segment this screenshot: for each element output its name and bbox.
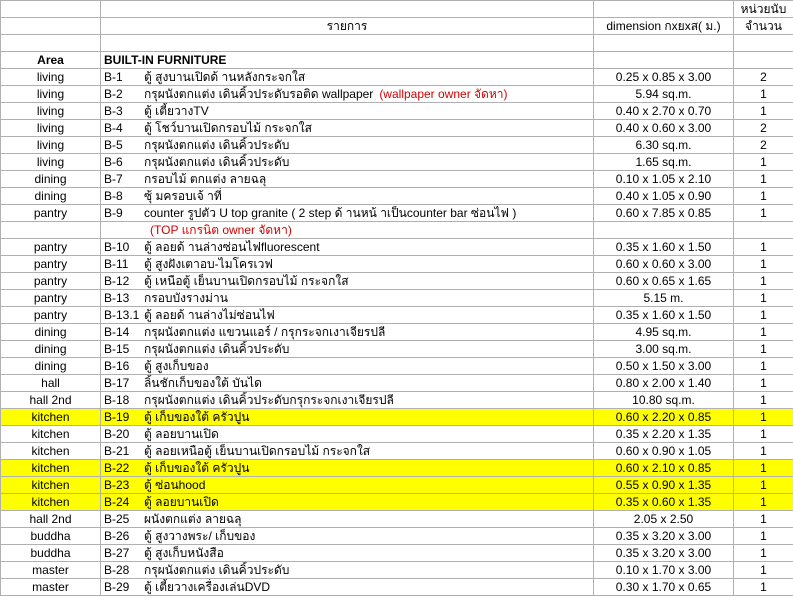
item-description: ตู้ ลอยด้ านล่างซ่อนไฟfluorescent xyxy=(144,240,320,254)
dimension-cell[interactable]: 0.40 x 0.60 x 3.00 xyxy=(594,120,734,137)
item-description: กรุผนังตกแต่ง เดินคิ้วประดับกรุกระจกเงาเจียรปลี xyxy=(144,393,394,407)
area-cell[interactable]: dining xyxy=(1,358,101,375)
item-description: กรุผนังตกแต่ง แขวนแอร์ / กรุกระจกเงาเจียรปลี xyxy=(144,325,386,339)
table-row xyxy=(1,239,793,256)
item-code: B-22 xyxy=(104,461,130,475)
dimension-cell[interactable]: 0.35 x 2.20 x 1.35 xyxy=(594,426,734,443)
quantity-cell[interactable]: 1 xyxy=(734,545,793,562)
section-row xyxy=(1,52,793,69)
item-cell[interactable] xyxy=(101,137,594,154)
item-code: B-18 xyxy=(104,393,130,407)
cell[interactable] xyxy=(734,35,793,52)
item-code: B-7 xyxy=(104,172,123,186)
dimension-cell[interactable]: 0.60 x 2.20 x 0.85 xyxy=(594,409,734,426)
cell[interactable] xyxy=(594,52,734,69)
area-cell[interactable]: living xyxy=(1,86,101,103)
area-cell[interactable]: master xyxy=(1,562,101,579)
area-cell[interactable]: pantry xyxy=(1,256,101,273)
item-description: ตู้ ลอยบานเปิด xyxy=(144,427,219,441)
quantity-cell[interactable]: 2 xyxy=(734,69,793,86)
item-cell[interactable] xyxy=(101,86,594,103)
dimension-cell[interactable]: 5.15 m. xyxy=(594,290,734,307)
dimension-cell[interactable]: 4.95 sq.m. xyxy=(594,324,734,341)
area-cell[interactable]: kitchen xyxy=(1,477,101,494)
table-row xyxy=(1,222,793,239)
item-code: B-24 xyxy=(104,495,130,509)
quantity-header[interactable]: จำนวน xyxy=(734,18,793,35)
item-code: B-11 xyxy=(104,257,129,271)
quantity-cell[interactable]: 1 xyxy=(734,273,793,290)
quantity-cell[interactable]: 1 xyxy=(734,579,793,596)
item-code: B-26 xyxy=(104,529,130,543)
item-description: กรุผนังตกแต่ง เดินคิ้วประดับ xyxy=(144,342,290,356)
item-code: B-28 xyxy=(104,563,130,577)
area-cell[interactable]: pantry xyxy=(1,307,101,324)
dimension-cell[interactable] xyxy=(594,222,734,239)
item-cell[interactable] xyxy=(101,103,594,120)
quantity-cell[interactable]: 1 xyxy=(734,511,793,528)
item-cell[interactable] xyxy=(101,205,594,222)
area-cell[interactable]: buddha xyxy=(1,528,101,545)
item-cell[interactable] xyxy=(101,273,594,290)
quantity-cell[interactable]: 2 xyxy=(734,137,793,154)
dimension-cell[interactable]: 0.25 x 0.85 x 3.00 xyxy=(594,69,734,86)
item-code: B-13.1 xyxy=(104,308,140,322)
dimension-cell[interactable]: 1.65 sq.m. xyxy=(594,154,734,171)
dimension-cell[interactable]: 0.40 x 1.05 x 0.90 xyxy=(594,188,734,205)
item-cell[interactable] xyxy=(101,239,594,256)
item-description: กรอบไม้ ตกแต่ง ลายฉลุ xyxy=(144,172,267,186)
item-cell[interactable] xyxy=(101,69,594,86)
item-code: B-10 xyxy=(104,240,130,254)
item-code: B-5 xyxy=(104,138,123,152)
item-cell[interactable] xyxy=(101,494,594,511)
quantity-cell[interactable]: 1 xyxy=(734,307,793,324)
item-code: B-23 xyxy=(104,478,130,492)
item-cell[interactable] xyxy=(101,154,594,171)
dimension-cell[interactable]: 0.80 x 2.00 x 1.40 xyxy=(594,375,734,392)
quantity-cell[interactable]: 1 xyxy=(734,239,793,256)
item-code: B-15 xyxy=(104,342,130,356)
item-description: กรุผนังตกแต่ง เดินคิ้วประดับรอติด wallpaper xyxy=(144,87,374,101)
item-cell[interactable] xyxy=(101,545,594,562)
quantity-cell[interactable]: 1 xyxy=(734,205,793,222)
area-cell[interactable]: dining xyxy=(1,171,101,188)
area-cell[interactable]: pantry xyxy=(1,290,101,307)
table-row xyxy=(1,545,793,562)
dimension-cell[interactable]: 0.50 x 1.50 x 3.00 xyxy=(594,358,734,375)
item-description: ตู้ เก็บของใต้ ครัวปูน xyxy=(144,410,250,424)
dimension-cell[interactable]: 0.10 x 1.70 x 3.00 xyxy=(594,562,734,579)
header-row-main xyxy=(1,18,793,35)
quantity-cell[interactable]: 1 xyxy=(734,341,793,358)
quantity-cell[interactable]: 1 xyxy=(734,426,793,443)
quantity-cell[interactable]: 1 xyxy=(734,188,793,205)
blank-row xyxy=(1,35,793,52)
area-cell[interactable]: kitchen xyxy=(1,460,101,477)
table-row xyxy=(1,188,793,205)
item-code: B-16 xyxy=(104,359,130,373)
header-row-top xyxy=(1,1,793,18)
table-row xyxy=(1,205,793,222)
item-code: B-20 xyxy=(104,427,130,441)
quantity-cell[interactable]: 2 xyxy=(734,120,793,137)
item-code: B-17 xyxy=(104,376,130,390)
item-description: ตู้ ลอยเหนือตู้ เย็นบานเปิดกรอบไม้ กระจกใส xyxy=(144,444,371,458)
item-description: ตู้ เก็บของใต้ ครัวปูน xyxy=(144,461,250,475)
dimension-cell[interactable]: 0.35 x 1.60 x 1.50 xyxy=(594,307,734,324)
item-description: counter รูปตัว U top granite ( 2 step ด้ านหน้ าเป็นcounter bar ซ่อนไฟ ) xyxy=(144,206,517,220)
area-cell[interactable]: pantry xyxy=(1,205,101,222)
dimension-cell[interactable]: 0.40 x 2.70 x 0.70 xyxy=(594,103,734,120)
table-row xyxy=(1,511,793,528)
item-cell[interactable] xyxy=(101,477,594,494)
item-code: B-9 xyxy=(104,206,123,220)
item-description: กรุผนังตกแต่ง เดินคิ้วประดับ xyxy=(144,155,290,169)
quantity-cell[interactable]: 1 xyxy=(734,562,793,579)
dimension-cell[interactable]: 3.00 sq.m. xyxy=(594,341,734,358)
table-row xyxy=(1,120,793,137)
quantity-cell[interactable]: 1 xyxy=(734,290,793,307)
table-row xyxy=(1,460,793,477)
dimension-cell[interactable]: 0.35 x 1.60 x 1.50 xyxy=(594,239,734,256)
dimension-cell[interactable]: 0.60 x 7.85 x 0.85 xyxy=(594,205,734,222)
dimension-cell[interactable]: 0.60 x 0.90 x 1.05 xyxy=(594,443,734,460)
quantity-cell[interactable]: 1 xyxy=(734,494,793,511)
area-cell[interactable]: dining xyxy=(1,324,101,341)
cell[interactable] xyxy=(101,35,594,52)
item-description: ตู้ เหนือตู้ เย็นบานเปิดกรอบไม้ กระจกใส xyxy=(144,274,349,288)
table-row xyxy=(1,477,793,494)
item-description: ตู้ ซ่อนhood xyxy=(144,478,206,492)
item-cell[interactable] xyxy=(101,528,594,545)
item-cell[interactable] xyxy=(101,307,594,324)
dimension-cell[interactable]: 0.35 x 3.20 x 3.00 xyxy=(594,545,734,562)
area-cell[interactable] xyxy=(1,222,101,239)
item-code: B-14 xyxy=(104,325,130,339)
item-description: ตู้ ลอยด้ านล่างไม่ซ่อนไฟ xyxy=(144,308,275,322)
item-cell[interactable] xyxy=(101,511,594,528)
item-description: ตู้ ลอยบานเปิด xyxy=(144,495,219,509)
item-description: ตู้ เตี้ยวางTV xyxy=(144,104,209,118)
dimension-cell[interactable]: 6.30 sq.m. xyxy=(594,137,734,154)
item-cell[interactable] xyxy=(101,443,594,460)
area-cell[interactable]: living xyxy=(1,69,101,86)
table-row xyxy=(1,426,793,443)
table-row xyxy=(1,579,793,596)
dimension-cell[interactable]: 0.60 x 0.60 x 3.00 xyxy=(594,256,734,273)
item-code: B-8 xyxy=(104,189,123,203)
dimension-cell[interactable]: 0.30 x 1.70 x 0.65 xyxy=(594,579,734,596)
cell[interactable] xyxy=(734,52,793,69)
cell[interactable] xyxy=(594,1,734,18)
quantity-cell[interactable]: 1 xyxy=(734,409,793,426)
cell[interactable] xyxy=(1,1,101,18)
table-row xyxy=(1,358,793,375)
item-description: ตู้ สูงฝังเตาอบ-ไมโครเวฟ xyxy=(144,257,273,271)
item-cell[interactable] xyxy=(101,120,594,137)
dimension-cell[interactable]: 0.10 x 1.05 x 2.10 xyxy=(594,171,734,188)
table-row xyxy=(1,375,793,392)
item-cell[interactable] xyxy=(101,358,594,375)
area-cell[interactable]: pantry xyxy=(1,273,101,290)
quantity-cell[interactable]: 1 xyxy=(734,358,793,375)
quantity-cell[interactable]: 1 xyxy=(734,171,793,188)
area-cell[interactable]: kitchen xyxy=(1,409,101,426)
table-row xyxy=(1,528,793,545)
item-cell[interactable] xyxy=(101,256,594,273)
item-cell[interactable] xyxy=(101,222,594,239)
cell[interactable] xyxy=(1,18,101,35)
item-code: B-27 xyxy=(104,546,130,560)
item-cell[interactable] xyxy=(101,579,594,596)
item-description: ตู้ โชว์บานเปิดกรอบไม้ กระจกใส xyxy=(144,121,312,135)
table-row xyxy=(1,443,793,460)
item-cell[interactable] xyxy=(101,460,594,477)
quantity-cell[interactable] xyxy=(734,222,793,239)
cell[interactable] xyxy=(101,1,594,18)
dimension-cell[interactable]: 10.80 sq.m. xyxy=(594,392,734,409)
area-cell[interactable]: dining xyxy=(1,188,101,205)
table-row xyxy=(1,324,793,341)
item-note: (TOP แกรนิต owner จัดหา) xyxy=(150,223,292,237)
item-code: B-19 xyxy=(104,410,130,424)
item-description: ซุ้ มครอบเจ้ าที่ xyxy=(144,189,222,203)
item-cell[interactable] xyxy=(101,392,594,409)
table-row xyxy=(1,273,793,290)
item-cell[interactable] xyxy=(101,324,594,341)
item-description: กรุผนังตกแต่ง เดินคิ้วประดับ xyxy=(144,138,290,152)
area-cell[interactable]: hall 2nd xyxy=(1,392,101,409)
quantity-cell[interactable]: 1 xyxy=(734,86,793,103)
item-description: ตู้ เตี้ยวางเครื่องเล่นDVD xyxy=(144,580,271,594)
item-cell[interactable] xyxy=(101,290,594,307)
quantity-cell[interactable]: 1 xyxy=(734,392,793,409)
area-cell[interactable]: living xyxy=(1,120,101,137)
dimension-cell[interactable]: 0.60 x 2.10 x 0.85 xyxy=(594,460,734,477)
table-row xyxy=(1,341,793,358)
item-code: B-13 xyxy=(104,291,130,305)
area-cell[interactable]: hall 2nd xyxy=(1,511,101,528)
dimension-cell[interactable]: 0.35 x 0.60 x 1.35 xyxy=(594,494,734,511)
table-row xyxy=(1,154,793,171)
area-cell[interactable]: living xyxy=(1,103,101,120)
table-row xyxy=(1,409,793,426)
table-row xyxy=(1,290,793,307)
dimension-header[interactable]: dimension กxยxส( ม.) xyxy=(594,18,734,35)
item-description: กรุผนังตกแต่ง เดินคิ้วประดับ xyxy=(144,563,290,577)
area-cell[interactable]: kitchen xyxy=(1,443,101,460)
cell[interactable] xyxy=(594,35,734,52)
table-row xyxy=(1,103,793,120)
unit-header[interactable]: หน่วยนับ xyxy=(734,1,793,18)
area-cell[interactable]: living xyxy=(1,137,101,154)
item-note: (wallpaper owner จัดหา) xyxy=(379,87,508,101)
table-row xyxy=(1,307,793,324)
item-cell[interactable] xyxy=(101,426,594,443)
quantity-cell[interactable]: 1 xyxy=(734,324,793,341)
area-cell[interactable]: buddha xyxy=(1,545,101,562)
item-description: ผนังตกแต่ง ลายฉลุ xyxy=(144,512,242,526)
item-code: B-29 xyxy=(104,580,130,594)
area-cell[interactable]: master xyxy=(1,579,101,596)
area-cell[interactable]: kitchen xyxy=(1,426,101,443)
table-row xyxy=(1,256,793,273)
item-code: B-25 xyxy=(104,512,130,526)
item-code: B-12 xyxy=(104,274,130,288)
table-row xyxy=(1,562,793,579)
item-description: กรอบบังรางม่าน xyxy=(144,291,228,305)
table-row xyxy=(1,494,793,511)
item-code: B-6 xyxy=(104,155,123,169)
dimension-cell[interactable]: 2.05 x 2.50 xyxy=(594,511,734,528)
item-code: B-3 xyxy=(104,104,123,118)
section-title[interactable]: BUILT-IN FURNITURE xyxy=(101,52,594,69)
item-code: B-2 xyxy=(104,87,123,101)
item-description: ตู้ สูงบานเปิดด้ านหลังกระจกใส xyxy=(144,70,306,84)
item-cell[interactable] xyxy=(101,341,594,358)
quantity-cell[interactable]: 1 xyxy=(734,443,793,460)
item-cell[interactable] xyxy=(101,171,594,188)
quantity-cell[interactable]: 1 xyxy=(734,375,793,392)
item-cell[interactable] xyxy=(101,409,594,426)
quantity-cell[interactable]: 1 xyxy=(734,477,793,494)
item-cell[interactable] xyxy=(101,562,594,579)
item-description: ตู้ สูงเก็บของ xyxy=(144,359,209,373)
area-cell[interactable]: hall xyxy=(1,375,101,392)
item-header[interactable]: รายการ xyxy=(101,18,594,35)
table-row xyxy=(1,137,793,154)
item-description: ลิ้นชักเก็บของใต้ บันได xyxy=(144,376,262,390)
dimension-cell[interactable]: 5.94 sq.m. xyxy=(594,86,734,103)
cell[interactable] xyxy=(1,35,101,52)
table-row xyxy=(1,69,793,86)
area-cell[interactable]: dining xyxy=(1,341,101,358)
item-cell[interactable] xyxy=(101,188,594,205)
item-code: B-1 xyxy=(104,70,123,84)
dimension-cell[interactable]: 0.60 x 0.65 x 1.65 xyxy=(594,273,734,290)
area-header[interactable]: Area xyxy=(1,52,101,69)
quantity-cell[interactable]: 1 xyxy=(734,460,793,477)
table-row xyxy=(1,171,793,188)
quantity-cell[interactable]: 1 xyxy=(734,103,793,120)
dimension-cell[interactable]: 0.35 x 3.20 x 3.00 xyxy=(594,528,734,545)
area-cell[interactable]: pantry xyxy=(1,239,101,256)
quantity-cell[interactable]: 1 xyxy=(734,528,793,545)
quantity-cell[interactable]: 1 xyxy=(734,256,793,273)
table-row xyxy=(1,392,793,409)
item-code: B-4 xyxy=(104,121,123,135)
dimension-cell[interactable]: 0.55 x 0.90 x 1.35 xyxy=(594,477,734,494)
item-code: B-21 xyxy=(104,444,130,458)
item-description: ตู้ สูงวางพระ/ เก็บของ xyxy=(144,529,256,543)
area-cell[interactable]: living xyxy=(1,154,101,171)
area-cell[interactable]: kitchen xyxy=(1,494,101,511)
item-cell[interactable] xyxy=(101,375,594,392)
quantity-cell[interactable]: 1 xyxy=(734,154,793,171)
item-description: ตู้ สูงเก็บหนังสือ xyxy=(144,546,224,560)
table-row xyxy=(1,86,793,103)
